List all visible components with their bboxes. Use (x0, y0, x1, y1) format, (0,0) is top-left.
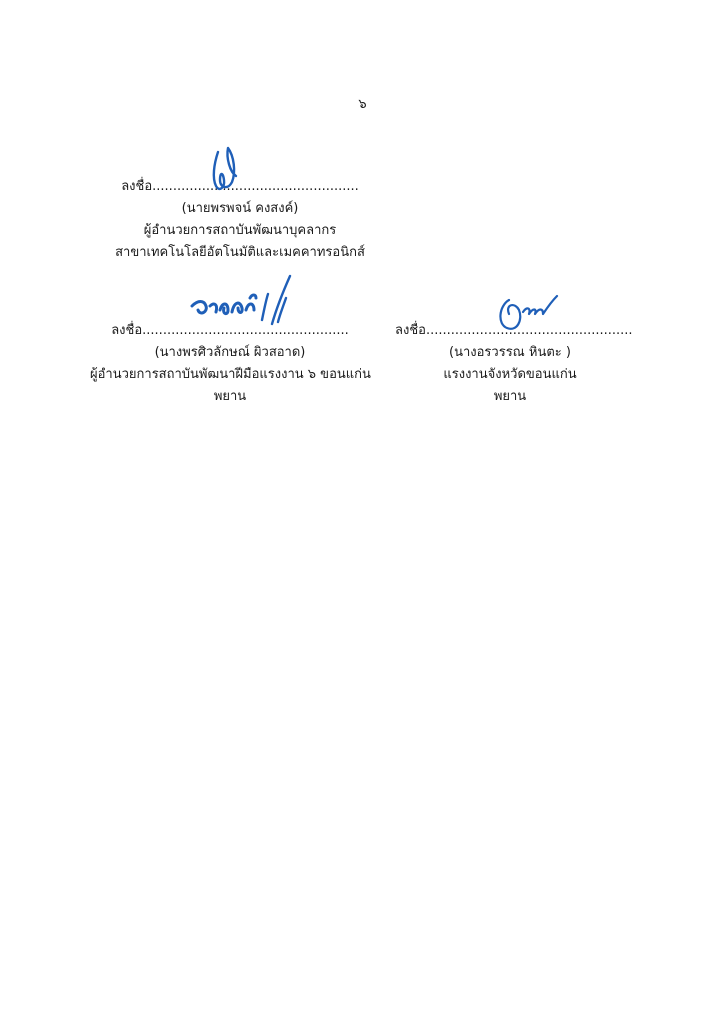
signature-block-director-automation (110, 176, 370, 264)
witness-role: พยาน (493, 389, 527, 404)
sign-label: ลงชื่อ (395, 323, 426, 338)
signature-line (395, 320, 633, 342)
signature-block-witness-left (90, 320, 370, 408)
witness-position: แรงงานจังหวัดขอนแก่น (443, 367, 577, 382)
signature-line (90, 320, 370, 342)
signature-dots: .................................................. (425, 323, 633, 338)
signer-position-line2: สาขาเทคโนโลยีอัตโนมัติและเมคคาทรอนิกส์ (115, 245, 365, 260)
witness-position: ผู้อำนวยการสถาบันพัฒนาฝีมือแรงงาน ๖ ขอนแก่น (90, 367, 371, 382)
page-number: ๖ (358, 97, 367, 112)
signature-dots: .................................................. (142, 323, 349, 338)
signature-block-witness-right (395, 320, 633, 408)
signature-line (110, 176, 370, 198)
signer-name: (นายพรพจน์ คงสงค์) (181, 201, 299, 216)
signer-position: ผู้อำนวยการสถาบันพัฒนาบุคลากร (143, 223, 337, 238)
sign-label: ลงชื่อ (111, 323, 143, 338)
witness-role: พยาน (213, 389, 247, 404)
witness-name: (นางอรวรรณ หินตะ ) (449, 345, 571, 360)
witness-name: (นางพรศิวลักษณ์ ผิวสอาด) (154, 345, 306, 360)
signature-dots: .................................................. (152, 179, 359, 194)
sign-label: ลงชื่อ (121, 179, 153, 194)
